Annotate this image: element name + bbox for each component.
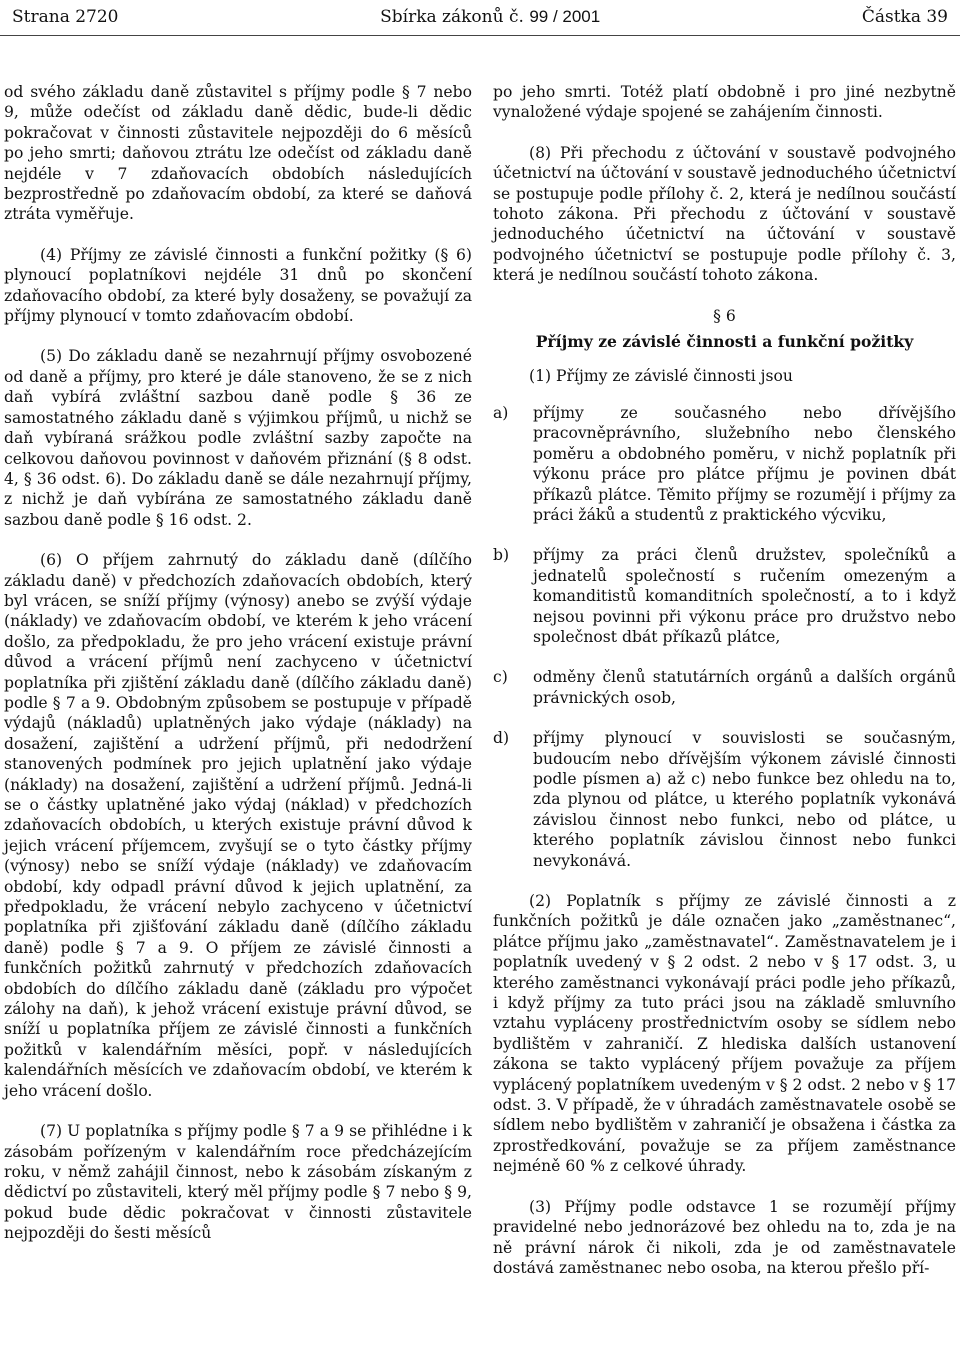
list-text: odměny členů statutárních orgánů a dalších orgánů právnických osob, bbox=[533, 668, 956, 707]
list-marker: b) bbox=[493, 546, 510, 565]
subsection-1-intro: (1) Příjmy ze závislé činnosti jsou bbox=[529, 367, 793, 386]
list-marker: d) bbox=[493, 729, 510, 748]
page-number: Strana 2720 bbox=[12, 6, 119, 27]
list-text: příjmy plynoucí v souvislosti se současným, budoucím nebo dřívějším výkonem závislé činnosti podle písmen a) až c) nebo funkce bez ohledu na to, zda plynou od plátce, u kterého poplatník vykonává závislou činnost nebo funkci, nebo od plátce, u kterého poplatník závislou činnost nebo funkci nevykonává. bbox=[533, 729, 956, 870]
paragraph-5: (5) Do základu daně se nezahrnují příjmy osvobozené od daně a příjmy, pro které je dále stanoveno, že se z nich daň vybírá zvláštní sazbou daně podle § 36 ze samostatného základu daně s výjimkou příjmů, u nichž se daň vybíraná srážkou podle zvláštní sazby započte na celkovou daňovou povinnost v daňovém přiznání (§ 8 odst. 4, § 36 odst. 6). Do základu daně se dále nezahrnují příjmy, z nichž je daň vybírána ze samostatného základu daně sazbou daně podle § 16 odst. 2. bbox=[4, 347, 472, 529]
list-text: příjmy ze současného nebo dřívějšího pracovněprávního, služebního nebo členského poměru a obdobného poměru, v nichž poplatník při výkonu práce pro plátce příjmu je povinen dbát příkazů plátce. Těmito příjmy se rozumějí i příjmy za práci žáků a studentů z praktického výcviku, bbox=[533, 403, 956, 524]
page-header bbox=[0, 0, 960, 34]
section-number: § 6 bbox=[713, 306, 736, 325]
list-item-d bbox=[493, 728, 956, 871]
paragraph-7: (7) U poplatníka s příjmy podle § 7 a 9 se přihlédne i k zásobám pořízeným v kalendářním roce předcházejícím roku, v němž zahájil činnost, nebo k zásobám získaným z dědictví po zůstaviteli, který měl příjmy podle § 7 nebo § 9, pokud bude dědic pokračovat v činnosti zůstavitele nejpozději do šesti měsíců bbox=[4, 1122, 472, 1243]
paragraph-6: (6) O příjem zahrnutý do základu daně (dílčího základu daně) v předchozích zdaňovacích obdobích, který byl vrácen, se sníží příjmy (výnosy) anebo se zvýší výdaje (náklady) ve zdaňovacím období, ve kterém k jeho vrácení došlo, za předpokladu, že pro jeho vrácení existuje právní důvod a vrácení příjmů není zachyceno v účetnictví poplatníka při zjištění základu daně (dílčího základu daně) podle § 7 a 9. Obdobným způsobem se postupuje v případě výdajů (nákladů) uplatněných jako výdaje (náklady) na dosažení, zajištění a udržení příjmů, při nedodržení stanovených podmínek pro jejich uplatnění jako výdaje (náklady) na dosažení, zajištění a udržení příjmů. Jedná-li se o částky uplatněné jako výdaj (náklad) v předchozích zdaňovacích obdobích, u kterých existuje právní důvod k jejich vrácení příjemcem, zvyšují se o tyto částky příjmy (výnosy) nebo se sníží výdaje (náklady) ve zdaňovacím období, kdy odpadl právní důvod k jejich uplatnění, za předpokladu, že vrácení nebylo zachyceno v účetnictví poplatníka při zjišťování základu daně (dílčího základu daně) podle § 7 a 9. O příjem ze závislé činnosti a funkčních požitků zahrnutý v předchozích zdaňovacích obdobích do dílčího základu daně (základu pro výpočet zálohy na daň), k jehož vrácení existuje právní důvod, se sníží u poplatníka příjem ze závislé činnosti a funkčních požitků v kalendářním měsíci, popř. v následujících kalendářních měsících ve zdaňovacím období, ve kterém k jeho vrácení došlo. bbox=[4, 551, 472, 1100]
list-item-a bbox=[493, 403, 956, 525]
right-column bbox=[493, 82, 956, 1298]
law-number: 99 / 2001 bbox=[529, 7, 601, 26]
header-divider bbox=[0, 35, 960, 36]
subsection-2: (2) Poplatník s příjmy ze závislé činnosti a z funkčních požitků je dále označen jako „zaměstnanec“, plátce příjmu jako „zaměstnavatel“. Zaměstnavatelem je i poplatník uvedený v § 2 odst. 2 nebo v § 17 odst. 3, u kterého zaměstnanci vykonávají práci podle jeho příkazů, i když příjmy za tuto práci jsou na základě smluvního vztahu vypláceny prostřednictvím osoby se sídlem nebo bydlištěm v zahraničí. Z hlediska dalších ustanovení zákona se takto vyplácený příjem považuje za příjem vyplácený poplatníkem uvedeným v § 2 odst. 2 nebo v § 17 odst. 3. V případě, že v úhradách zaměstnavatele osobě se sídlem nebo bydlištěm v zahraničí je obsažena i částka za zprostředkování, považuje se za příjem zaměstnance nejméně 60 % z celkové úhrady. bbox=[493, 892, 956, 1176]
left-column bbox=[4, 82, 472, 1264]
list-marker: c) bbox=[493, 668, 508, 687]
list-item-c bbox=[493, 667, 956, 708]
collection-reference bbox=[380, 8, 600, 26]
paragraph-8: (8) Při přechodu z účtování v soustavě podvojného účetnictví na účtování v soustavě jednoduchého účetnictví se postupuje podle přílohy č. 2, která je nedílnou součástí tohoto zákona. Při přechodu z účtování v soustavě jednoduchého účetnictví na účtování v soustavě podvojného účetnictví se postupuje podle přílohy č. 3, která je nedílnou součástí tohoto zákona. bbox=[493, 143, 956, 285]
paragraph-4: (4) Příjmy ze závislé činnosti a funkční požitky (§ 6) plynoucí poplatníkovi nejdéle 31 dnů po skončení zdaňovacího období, za které byly dosaženy, se považují za příjmy plynoucí v tomto zdaňovacím období. bbox=[4, 245, 472, 326]
list-marker: a) bbox=[493, 403, 509, 422]
collection-name: Sbírka zákonů č. bbox=[380, 7, 524, 27]
paragraph-continuation: od svého základu daně zůstavitel s příjmy podle § 7 nebo 9, může odečíst od základu daně dědic, bude-li dědic pokračovat v činnosti zůstavitele nejpozději do 6 měsíců po jeho smrti; daňovou ztrátu lze odečíst od základu daně nejdéle v 7 zdaňovacích obdobích následujících bezprostředně po zdaňovacím období, za které se daňová ztráta vyměřuje. bbox=[4, 83, 472, 224]
subsection-3: (3) Příjmy podle odstavce 1 se rozumějí příjmy pravidelné nebo jednorázové bez ohledu na to, zda je na ně právní nárok či nikoli, zda je od zaměstnavatele dostává zaměstnanec nebo osoba, na kterou přešlo pří- bbox=[493, 1197, 956, 1277]
paragraph-continuation-right: po jeho smrti. Totéž platí obdobně i pro jiné nezbytně vynaložené výdaje spojené se zahájením činnosti. bbox=[493, 83, 956, 122]
list-text: příjmy za práci členů družstev, společníků a jednatelů společností s ručením omezeným a komanditistů komanditních společností, a to i když nejsou povinni při výkonu práce pro družstvo nebo společnost dbát příkazů plátce, bbox=[533, 546, 956, 646]
section-title: Příjmy ze závislé činnosti a funkční požitky bbox=[535, 332, 914, 352]
list-item-b bbox=[493, 545, 956, 647]
issue-number: Částka 39 bbox=[861, 6, 948, 27]
